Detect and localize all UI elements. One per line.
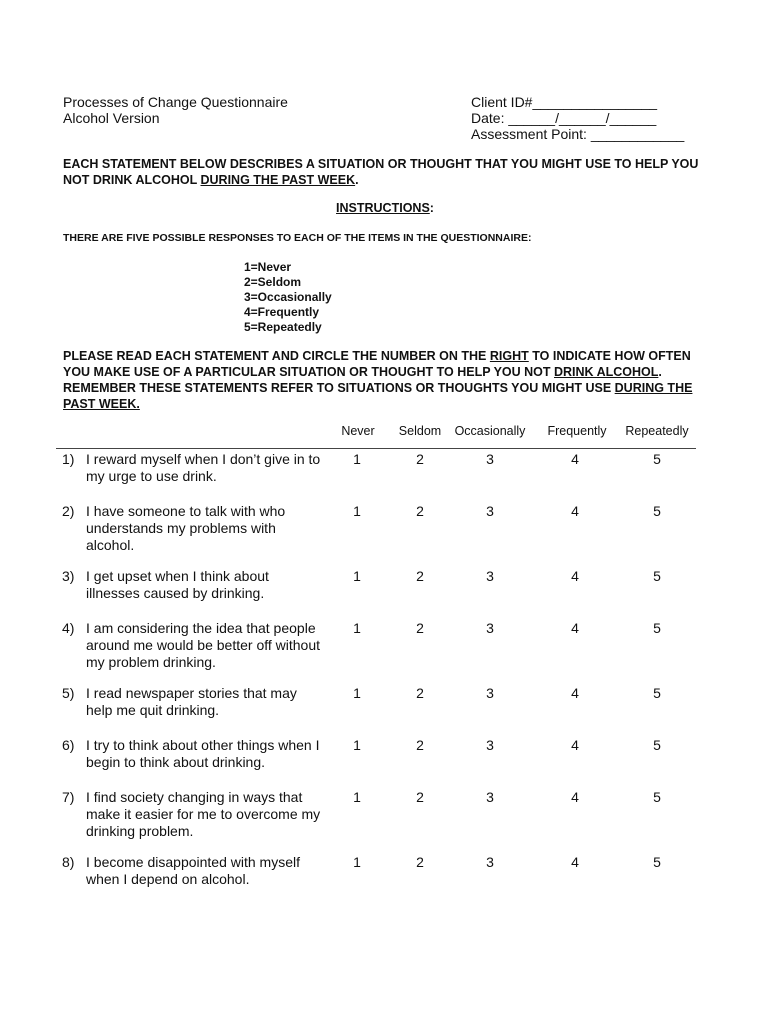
response-option-4[interactable]: 4 (571, 503, 579, 519)
response-option-1[interactable]: 1 (353, 737, 361, 753)
response-option-2[interactable]: 2 (416, 620, 424, 636)
instructions-heading-text: INSTRUCTIONS (336, 201, 430, 215)
header-divider (56, 448, 696, 449)
response-option-2[interactable]: 2 (416, 789, 424, 805)
intro-period: . (355, 173, 359, 187)
response-option-2[interactable]: 2 (416, 451, 424, 467)
please-text-drink-alcohol: DRINK ALCOHOL (554, 365, 659, 379)
item-number: 3) (62, 568, 75, 584)
response-option-1[interactable]: 1 (353, 789, 361, 805)
scale-item: 5=Repeatedly (244, 320, 322, 334)
item-number: 8) (62, 854, 75, 870)
title-line-1: Processes of Change Questionnaire (63, 94, 288, 110)
item-text: I have someone to talk with who understands my problems with alcohol. (86, 503, 286, 553)
response-option-5[interactable]: 5 (653, 620, 661, 636)
item-text: I get upset when I think about illnesses caused by drinking. (86, 568, 269, 601)
column-header-never: Never (341, 424, 375, 438)
response-option-1[interactable]: 1 (353, 451, 361, 467)
please-text-a: PLEASE READ EACH STATEMENT AND CIRCLE THE NUMBER ON THE (63, 349, 490, 363)
instructions-colon: : (429, 201, 434, 215)
response-scale-legend (244, 260, 332, 335)
item-text: I reward myself when I don’t give in to my urge to use drink. (86, 451, 321, 484)
instructions-heading (0, 201, 770, 215)
response-option-4[interactable]: 4 (571, 685, 579, 701)
item-number: 2) (62, 503, 75, 519)
scale-item: 2=Seldom (244, 275, 302, 289)
response-option-2[interactable]: 2 (416, 503, 424, 519)
column-header-frequently: Frequently (547, 424, 607, 438)
please-read-instructions (63, 348, 713, 412)
response-option-2[interactable]: 2 (416, 737, 424, 753)
response-option-1[interactable]: 1 (353, 854, 361, 870)
response-option-5[interactable]: 5 (653, 568, 661, 584)
response-option-5[interactable]: 5 (653, 854, 661, 870)
response-option-3[interactable]: 3 (486, 789, 494, 805)
date-field: Date: ______/______/______ (471, 110, 657, 126)
response-option-5[interactable]: 5 (653, 503, 661, 519)
response-option-5[interactable]: 5 (653, 737, 661, 753)
response-option-3[interactable]: 3 (486, 685, 494, 701)
response-option-3[interactable]: 3 (486, 503, 494, 519)
response-option-3[interactable]: 3 (486, 451, 494, 467)
column-header-repeatedly: Repeatedly (625, 424, 689, 438)
response-option-4[interactable]: 4 (571, 620, 579, 636)
item-number: 4) (62, 620, 75, 636)
response-option-2[interactable]: 2 (416, 568, 424, 584)
item-number: 5) (62, 685, 75, 701)
client-id-field: Client ID#________________ (471, 94, 658, 110)
response-option-2[interactable]: 2 (416, 685, 424, 701)
title-line-2: Alcohol Version (63, 110, 160, 126)
response-option-3[interactable]: 3 (486, 620, 494, 636)
intro-statement (63, 156, 713, 188)
item-text: I am considering the idea that people around me would be better off without my problem drinking. (86, 620, 321, 670)
scale-item: 3=Occasionally (244, 290, 332, 304)
response-option-1[interactable]: 1 (353, 620, 361, 636)
column-header-seldom: Seldom (398, 424, 442, 438)
item-text: I find society changing in ways that make it easier for me to overcome my drinking problem. (86, 789, 321, 839)
column-header-occasionally: Occasionally (454, 424, 526, 438)
intro-text: EACH STATEMENT BELOW DESCRIBES A SITUATION OR THOUGHT THAT YOU MIGHT USE TO HELP YOU NOT DRINK ALCOHOL (63, 157, 699, 187)
assessment-point-field: Assessment Point: ____________ (471, 126, 685, 142)
response-option-5[interactable]: 5 (653, 685, 661, 701)
item-text: I try to think about other things when I begin to think about drinking. (86, 737, 320, 770)
scale-item: 1=Never (244, 260, 292, 274)
response-option-1[interactable]: 1 (353, 685, 361, 701)
response-option-4[interactable]: 4 (571, 451, 579, 467)
response-option-5[interactable]: 5 (653, 451, 661, 467)
please-text-e: . REMEMBER THESE STATEMENTS REFER TO SITUATIONS OR THOUGHTS YOU MIGHT USE (63, 365, 662, 395)
item-number: 1) (62, 451, 75, 467)
intro-underlined: DURING THE PAST WEEK (200, 173, 356, 187)
item-text: I read newspaper stories that may help me quit drinking. (86, 685, 297, 718)
response-option-1[interactable]: 1 (353, 568, 361, 584)
response-option-1[interactable]: 1 (353, 503, 361, 519)
response-option-3[interactable]: 3 (486, 568, 494, 584)
item-text: I become disappointed with myself when I depend on alcohol. (86, 854, 300, 887)
please-text-right: RIGHT (489, 349, 529, 363)
item-number: 6) (62, 737, 75, 753)
scale-item: 4=Frequently (244, 305, 320, 319)
response-option-4[interactable]: 4 (571, 854, 579, 870)
five-responses-text: THERE ARE FIVE POSSIBLE RESPONSES TO EACH OF THE ITEMS IN THE QUESTIONNAIRE: (63, 232, 532, 244)
questionnaire-title (63, 94, 288, 126)
please-text-c: TO INDICATE HOW OFTEN YOU MAKE USE OF A PARTICULAR SITUATION OR THOUGHT TO HELP YOU NOT (63, 349, 691, 379)
client-info (471, 94, 684, 142)
response-option-3[interactable]: 3 (486, 737, 494, 753)
response-option-4[interactable]: 4 (571, 737, 579, 753)
please-text-past-week: DURING THE PAST WEEK. (63, 381, 693, 411)
response-option-2[interactable]: 2 (416, 854, 424, 870)
response-option-5[interactable]: 5 (653, 789, 661, 805)
response-option-4[interactable]: 4 (571, 568, 579, 584)
response-option-3[interactable]: 3 (486, 854, 494, 870)
response-option-4[interactable]: 4 (571, 789, 579, 805)
item-number: 7) (62, 789, 75, 805)
